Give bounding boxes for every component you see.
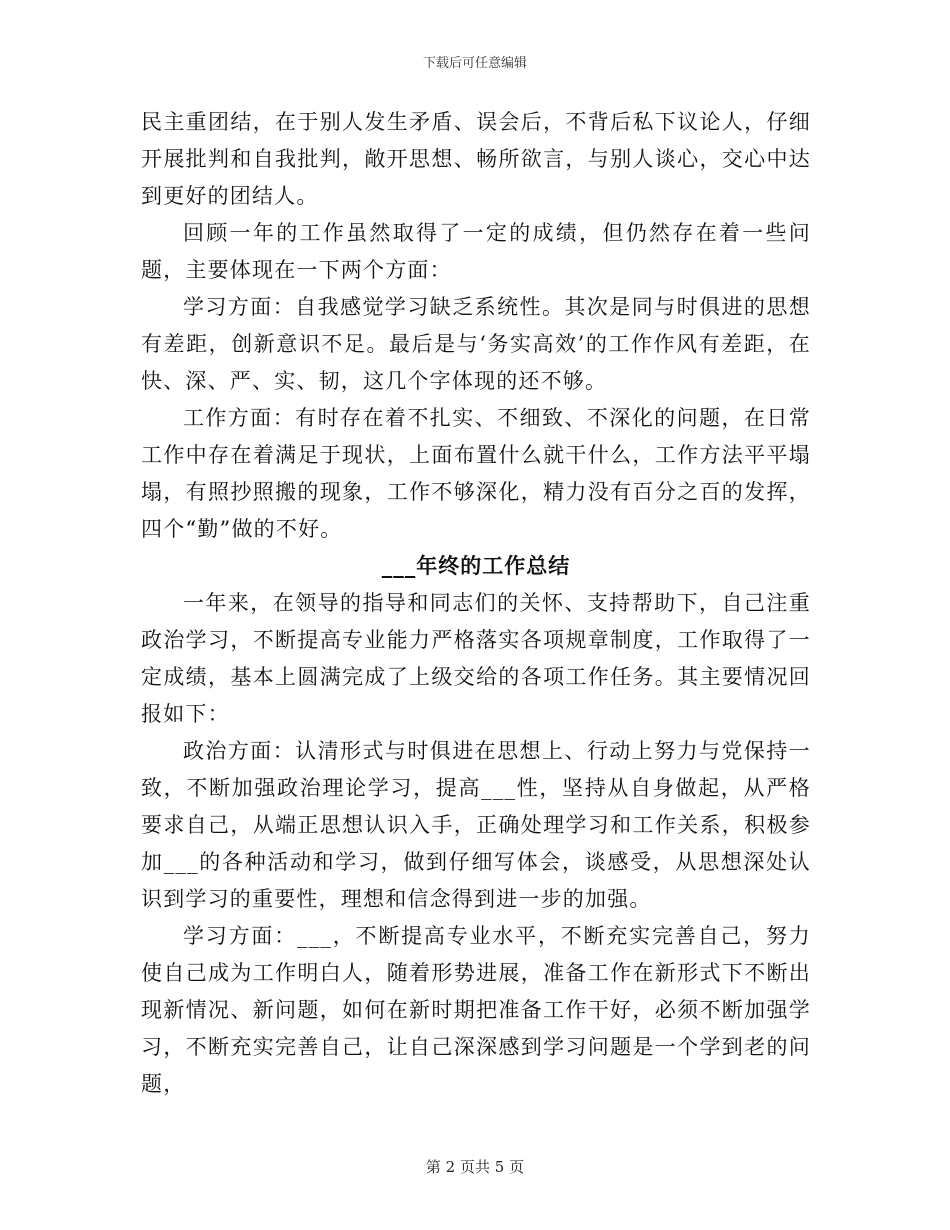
paragraph-7: 学习方面：___，不断提高专业水平，不断充实完善自己，努力使自己成为工作明白人，随着形势进展，准备工作在新形式下不断出现新情况、新问题，如何在新时期把准备工作干好，必须不断加强学习，不断充实完善自己，让自己深深感到学习问题是一个学到老的问题， (141, 924, 811, 1096)
paragraph-3: 学习方面：自我感觉学习缺乏系统性。其次是同与时俱进的思想有差距，创新意识不足。最后是与‘务实高效’的工作作风有差距，在快、深、严、实、韧，这几个字体现的还不够。 (141, 295, 811, 393)
paragraph-1: 民主重团结，在于别人发生矛盾、误会后，不背后私下议论人，仔细开展批判和自我批判，敞开思想、畅所欲言，与别人谈心，交心中达到更好的团结人。 (141, 110, 811, 208)
section-title: ___年终的工作总结 (381, 554, 571, 578)
paragraph-5: 一年来，在领导的指导和同志们的关怀、支持帮助下，自己注重政治学习，不断提高专业能力严格落实各项规章制度，工作取得了一定成绩，基本上圆满完成了上级交给的各项工作任务。其主要情况回报如下： (141, 591, 811, 726)
page-header: 下载后可任意编辑 (422, 56, 527, 71)
page-footer: 第 2 页共 5 页 (425, 1158, 525, 1176)
paragraph-6: 政治方面：认清形式与时俱进在思想上、行动上努力与党保持一致，不断加强政治理论学习，提高___性，坚持从自身做起，从严格要求自己，从端正思想认识入手，正确处理学习和工作关系，积极参加___的各种活动和学习，做到仔细写体会，谈感受，从思想深处认识到学习的重要性，理想和信念得到进一步的加强。 (141, 739, 811, 911)
document-body (141, 104, 811, 1103)
paragraph-2: 回顾一年的工作虽然取得了一定的成绩，但仍然存在着一些问题，主要体现在一下两个方面： (141, 221, 811, 282)
paragraph-4: 工作方面：有时存在着不扎实、不细致、不深化的问题，在日常工作中存在着满足于现状，上面布置什么就干什么，工作方法平平塌塌，有照抄照搬的现象，工作不够深化，精力没有百分之百的发挥，四个“勤”做的不好。 (141, 406, 811, 541)
